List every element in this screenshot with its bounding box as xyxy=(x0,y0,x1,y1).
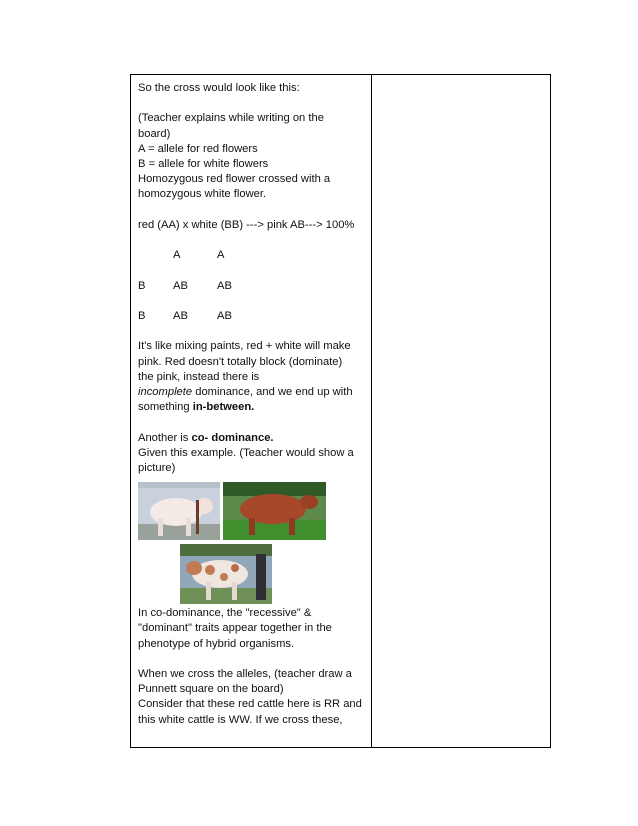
after-line-6: Consider that these red cattle here is RR and xyxy=(138,698,362,711)
mixing-line-3: the pink, instead there is xyxy=(138,370,260,383)
punnett-corner xyxy=(138,248,173,263)
codominance-line-1 xyxy=(138,431,364,446)
teacher-line-2: board) xyxy=(138,127,171,140)
incomplete-italic: incomplete xyxy=(138,385,193,398)
punnett-header-row xyxy=(138,248,364,263)
punnett-header-cell: A xyxy=(173,249,181,262)
after-line-1: In co-dominance, the "recessive" & xyxy=(138,607,312,620)
homozygous-line-2: homozygous white flower. xyxy=(138,188,267,201)
homozygous-line-1: Homozygous red flower crossed with a xyxy=(138,173,331,186)
teacher-line-1: (Teacher explains while writing on the xyxy=(138,112,324,125)
punnett-row-label: B xyxy=(138,279,146,292)
punnett-row-label: B xyxy=(138,309,146,322)
codominance-line-2: Given this example. (Teacher would show a xyxy=(138,446,354,459)
cattle-photos xyxy=(138,482,364,606)
roan-cattle-photo xyxy=(180,544,272,604)
punnett-cell: AB xyxy=(173,279,188,292)
cross-line: red (AA) x white (BB) ---> pink AB---> 100% xyxy=(138,218,355,231)
lesson-cell xyxy=(138,81,364,728)
lesson-table xyxy=(130,74,551,748)
mixing-line-5-pre: something xyxy=(138,401,193,414)
after-line-7: this white cattle is WW. If we cross these, xyxy=(138,713,343,726)
mixing-line-4-rest: dominance, and we end up with xyxy=(192,385,353,398)
codominance-line-3: picture) xyxy=(138,461,176,474)
codominance-line-1-pre: Another is xyxy=(138,431,192,444)
punnett-cell: AB xyxy=(217,279,232,292)
allele-b-line: B = allele for white flowers xyxy=(138,158,269,170)
punnett-row xyxy=(138,279,364,294)
column-divider xyxy=(371,75,372,747)
after-line-2: "dominant" traits appear together in the xyxy=(138,622,332,635)
allele-a-line: A = allele for red flowers xyxy=(138,142,258,155)
punnett-header-cell: A xyxy=(217,249,225,262)
after-line-5: Punnett square on the board) xyxy=(138,683,284,696)
intro-line: So the cross would look like this: xyxy=(138,82,300,94)
codominance-bold: co- dominance. xyxy=(191,431,274,444)
mixing-line-1: It's like mixing paints, red + white will make xyxy=(138,340,351,353)
punnett-cell: AB xyxy=(173,309,188,322)
white-bull-photo xyxy=(138,482,220,540)
after-line-3: phenotype of hybrid organisms. xyxy=(138,637,295,650)
after-line-4: When we cross the alleles, (teacher draw a xyxy=(138,667,352,680)
mixing-line-4 xyxy=(138,385,364,400)
mixing-line-2: pink. Red doesn't totally block (dominate) xyxy=(138,355,343,368)
punnett-cell: AB xyxy=(217,309,232,322)
red-cow-photo xyxy=(223,482,326,540)
in-between-bold: in-between. xyxy=(192,401,255,414)
mixing-line-5 xyxy=(138,400,364,415)
punnett-row xyxy=(138,309,364,324)
